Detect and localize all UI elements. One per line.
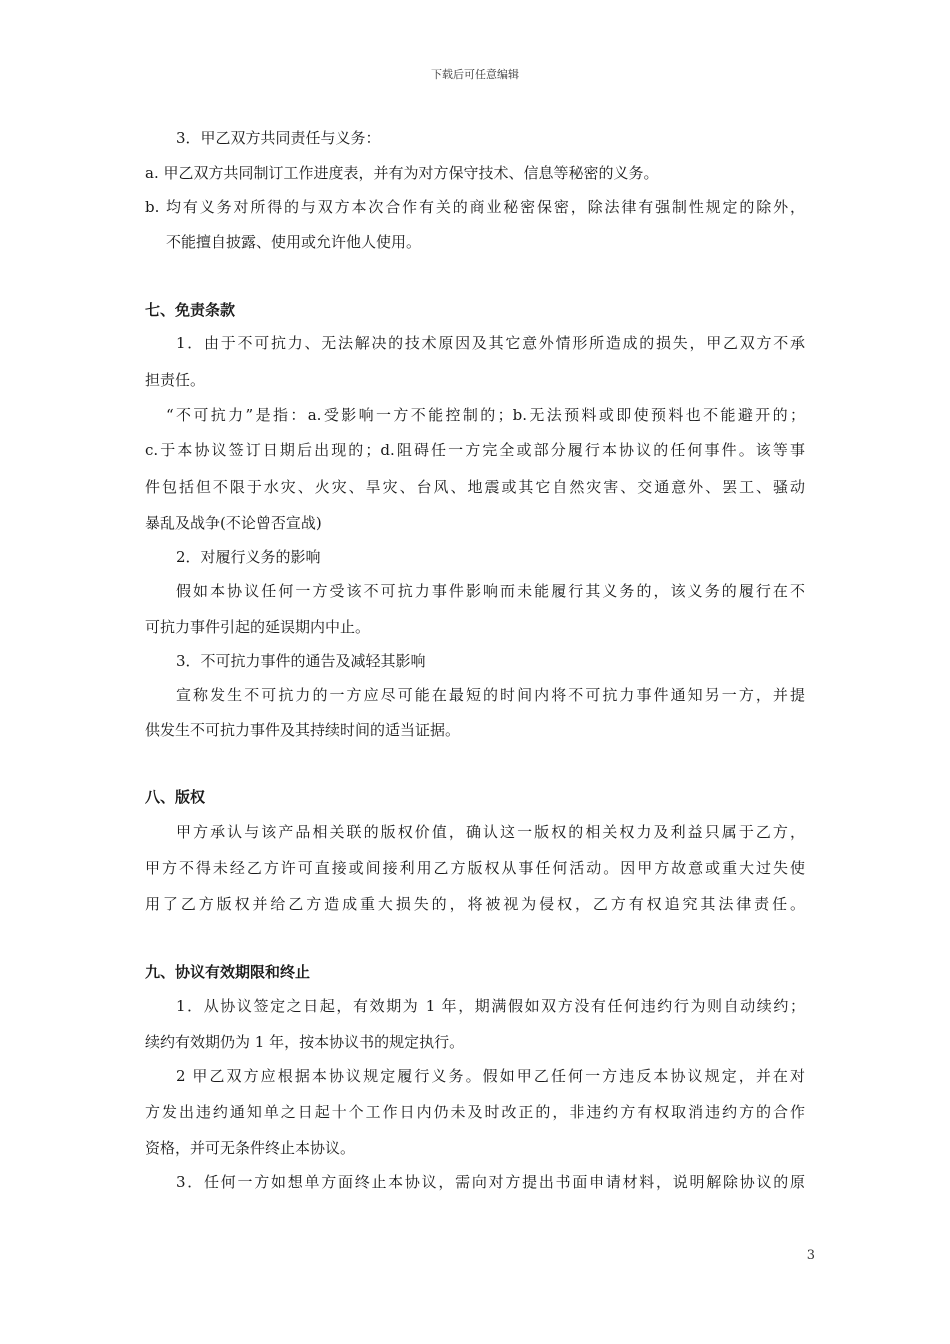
section-7-item-1: 1．由于不可抗力、无法解决的技术原因及其它意外情形所造成的损失，甲乙双方不承 [176, 334, 805, 352]
section-7-item-2-body: 假如本协议任何一方受该不可抗力事件影响而未能履行其义务的，该义务的履行在不 [176, 582, 805, 600]
section-8-heading: 八、版权 [145, 788, 206, 806]
clause-3b: b. 均有义务对所得的与双方本次合作有关的商业秘密保密，除法律有强制性规定的除外， [145, 198, 805, 216]
section-7-item-3-body-cont: 供发生不可抗力事件及其持续时间的适当证据。 [145, 721, 461, 739]
page-header: 下载后可任意编辑 [431, 68, 519, 81]
section-9-item-1-cont: 续约有效期仍为 1 年，按本协议书的规定执行。 [145, 1033, 465, 1051]
section-9-heading: 九、协议有效期限和终止 [145, 963, 311, 981]
section-8-body-1: 甲方承认与该产品相关联的版权价值，确认这一版权的相关权力及利益只属于乙方， [176, 823, 805, 841]
section-8-body-2: 甲方不得未经乙方许可直接或间接利用乙方版权从事任何活动。因甲方故意或重大过失使 [145, 859, 805, 877]
force-majeure-definition: “不可抗力”是指：a.受影响一方不能控制的；b.无法预料或即使预料也不能避开的； [166, 406, 805, 424]
force-majeure-definition-4: 暴乱及战争(不论曾否宣战) [145, 514, 322, 532]
section-7-item-1-cont: 担责任。 [145, 371, 206, 389]
section-9-item-1: 1．从协议签定之日起，有效期为 1 年，期满假如双方没有任何违约行为则自动续约； [176, 997, 805, 1015]
section-8-body-3: 用了乙方版权并给乙方造成重大损失的，将被视为侵权，乙方有权追究其法律责任。 [145, 895, 805, 913]
section-9-item-3: 3．任何一方如想单方面终止本协议，需向对方提出书面申请材料，说明解除协议的原 [176, 1173, 805, 1191]
section-7-item-3: 3．不可抗力事件的通告及减轻其影响 [176, 652, 426, 670]
section-9-item-2: 2 甲乙双方应根据本协议规定履行义务。假如甲乙任何一方违反本协议规定，并在对 [176, 1067, 805, 1085]
force-majeure-definition-3: 件包括但不限于水灾、火灾、旱灾、台风、地震或其它自然灾害、交通意外、罢工、骚动 [145, 478, 805, 496]
section-9-item-2-cont-2: 资格，并可无条件终止本协议。 [145, 1139, 356, 1157]
section-7-item-2: 2．对履行义务的影响 [176, 548, 321, 566]
force-majeure-definition-2: c.于本协议签订日期后出现的；d.阻碍任一方完全或部分履行本协议的任何事件。该等事 [145, 441, 805, 459]
clause-3-heading: 3．甲乙双方共同责任与义务： [176, 129, 381, 147]
section-7-item-2-body-cont: 可抗力事件引起的延误期内中止。 [145, 618, 371, 636]
clause-3a: a. 甲乙双方共同制订工作进度表，并有为对方保守技术、信息等秘密的义务。 [145, 164, 659, 182]
section-7-heading: 七、免责条款 [145, 301, 236, 319]
clause-3b-cont: 不能擅自披露、使用或允许他人使用。 [166, 233, 422, 251]
page-number: 3 [806, 1248, 815, 1263]
section-9-item-2-cont: 方发出违约通知单之日起十个工作日内仍未及时改正的，非违约方有权取消违约方的合作 [145, 1103, 805, 1121]
section-7-item-3-body: 宣称发生不可抗力的一方应尽可能在最短的时间内将不可抗力事件通知另一方，并提 [176, 686, 805, 704]
